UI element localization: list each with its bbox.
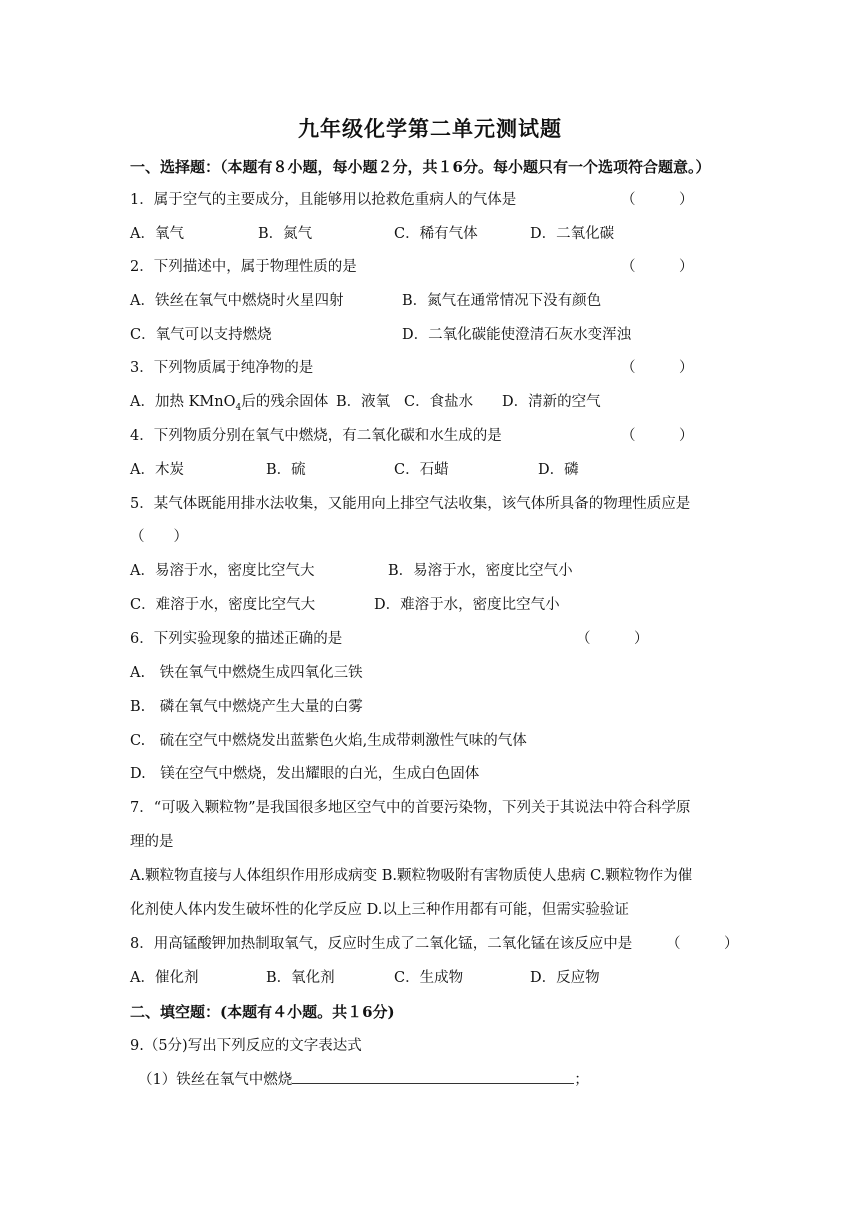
q3-option-a xyxy=(130,392,328,418)
question-6-answer-paren: （ ） xyxy=(576,631,649,647)
q4-option-d: D．磷 xyxy=(538,462,579,478)
q3-option-d: D．清新的空气 xyxy=(502,394,601,410)
q3-option-a-prefix: A．加热 KMnO xyxy=(130,394,236,410)
q8-option-d: D．反应物 xyxy=(530,970,600,986)
question-2-answer-paren: （ ） xyxy=(621,259,694,275)
q9-part-1-answer-blank[interactable] xyxy=(292,1069,574,1084)
question-3-answer-paren: （ ） xyxy=(621,360,694,376)
question-5-stem: 5．某气体既能用排水法收集，又能用向上排空气法收集，该气体所具备的物理性质应是 xyxy=(130,496,691,512)
q9-part-1-label: （1）铁丝在氧气中燃烧 xyxy=(138,1072,293,1088)
q1-option-b: B．氮气 xyxy=(258,226,313,242)
q5-option-c: C．难溶于水，密度比空气大 xyxy=(130,597,316,613)
q4-option-a: A．木炭 xyxy=(130,462,184,478)
question-7-stem-line-2: 理的是 xyxy=(130,834,174,850)
question-3-stem: 3．下列物质属于纯净物的是 xyxy=(130,360,314,376)
question-7-options-line-2: 化剂使人体内发生破坏性的化学反应 D.以上三种作用都有可能，但需实验验证 xyxy=(130,902,629,918)
question-8-answer-paren: （ ） xyxy=(666,936,739,952)
q8-option-c: C．生成物 xyxy=(394,970,464,986)
q6-option-d: D. 镁在空气中燃烧，发出耀眼的白光，生成白色固体 xyxy=(130,766,480,782)
question-7-options-line-1: A.颗粒物直接与人体组织作用形成病变 B.颗粒物吸附有害物质使人患病 C.颗粒物作为催 xyxy=(130,868,693,884)
q3-option-b: B．液氧 xyxy=(336,394,391,410)
question-9-part-1 xyxy=(138,1069,589,1090)
question-6-stem: 6．下列实验现象的描述正确的是 xyxy=(130,631,343,647)
q2-option-a: A．铁丝在氧气中燃烧时火星四射 xyxy=(130,293,344,309)
q5-option-a: A．易溶于水，密度比空气大 xyxy=(130,563,315,579)
question-8-stem: 8．用高锰酸钾加热制取氧气，反应时生成了二氧化锰，二氧化锰在该反应中是 xyxy=(130,936,633,952)
q2-option-d: D．二氧化碳能使澄清石灰水变浑浊 xyxy=(402,327,632,343)
q5-option-d: D．难溶于水，密度比空气小 xyxy=(374,597,560,613)
q4-option-c: C．石蜡 xyxy=(394,462,449,478)
q9-part-1-end: ； xyxy=(574,1072,589,1088)
question-4-stem: 4．下列物质分别在氧气中燃烧，有二氧化碳和水生成的是 xyxy=(130,428,502,444)
section-2-heading: 二、填空题：(本题有４小题。共１6分) xyxy=(130,1003,395,1021)
q2-option-b: B．氮气在通常情况下没有颜色 xyxy=(402,293,602,309)
q3-option-c: C．食盐水 xyxy=(404,394,474,410)
q1-option-d: D．二氧化碳 xyxy=(530,226,615,242)
q4-option-b: B．硫 xyxy=(266,462,306,478)
q2-option-c: C．氧气可以支持燃烧 xyxy=(130,327,272,343)
question-1-stem: 1．属于空气的主要成分，且能够用以抢救危重病人的气体是 xyxy=(130,192,517,208)
q6-option-a: A. 铁在氧气中燃烧生成四氧化三铁 xyxy=(130,665,363,681)
question-2-stem: 2．下列描述中，属于物理性质的是 xyxy=(130,259,357,275)
q6-option-b: B. 磷在氧气中燃烧产生大量的白雾 xyxy=(130,699,363,715)
section-1-heading: 一、选择题：（本题有８小题，每小题２分，共１6分。每小题只有一个选项符合题意。） xyxy=(130,158,711,176)
q6-option-c: C. 硫在空气中燃烧发出蓝紫色火焰,生成带刺激性气味的气体 xyxy=(130,733,527,749)
question-7-stem-line-1: 7．“可吸入颗粒物”是我国很多地区空气中的首要污染物，下列关于其说法中符合科学原 xyxy=(130,800,691,816)
q5-option-b: B．易溶于水，密度比空气小 xyxy=(388,563,573,579)
q8-option-b: B．氧化剂 xyxy=(266,970,335,986)
question-5-answer-paren: （ ） xyxy=(130,529,188,545)
question-4-answer-paren: （ ） xyxy=(621,428,694,444)
question-9-stem: 9.（5分)写出下列反应的文字表达式 xyxy=(130,1038,362,1054)
q1-option-a: A．氧气 xyxy=(130,226,184,242)
q8-option-a: A．催化剂 xyxy=(130,970,199,986)
q3-option-a-subscript: 4 xyxy=(235,402,242,413)
q1-option-c: C．稀有气体 xyxy=(394,226,478,242)
q3-option-a-suffix: 后的残余固体 xyxy=(241,394,329,410)
question-1-answer-paren: （ ） xyxy=(621,192,694,208)
page-title: 九年级化学第二单元测试题 xyxy=(298,116,562,141)
